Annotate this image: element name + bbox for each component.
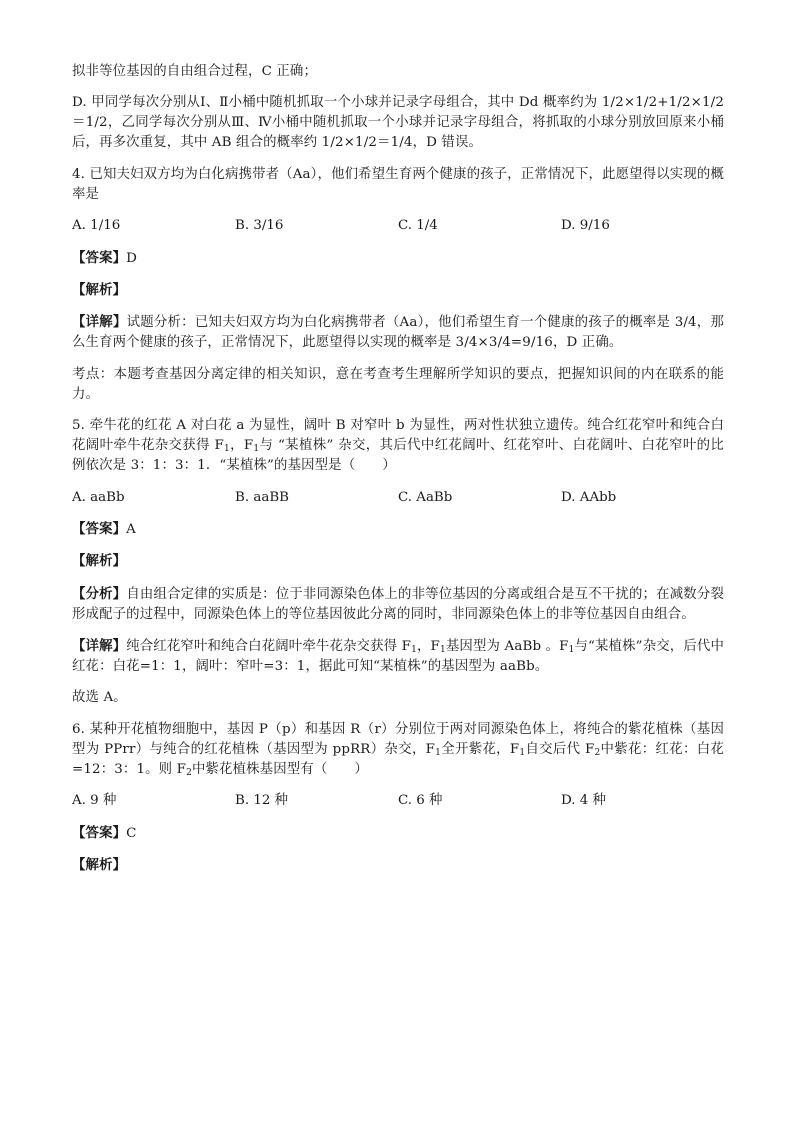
labeled-line bbox=[72, 855, 724, 876]
paragraph: 5. 牵牛花的红花 A 对白花 a 为显性，阔叶 B 对窄叶 b 为显性，两对性状独立遗传。纯合红花窄叶和纯合白花阔叶牵牛花杂交获得 $F_1$，$F_1$与 “某植株” 杂交，其后代中红花阔叶、红花窄叶、白花阔叶、白花窄叶的比例依次是 3：1：3：1．“某植株”的基因型是（ ） bbox=[72, 418, 724, 474]
answer-option: B. 12 种 bbox=[235, 793, 289, 809]
answer-option: B. 3/16 bbox=[235, 218, 284, 234]
answer-options bbox=[72, 488, 724, 508]
paragraph: D. 甲同学每次分别从Ⅰ、Ⅱ小桶中随机抓取一个小球并记录字母组合，其中 Dd 概率约为 1/2×1/2+1/2×1/2＝1/2，乙同学每次分别从Ⅲ、Ⅳ小桶中随机抓取一个小球并记录字母组合，将抓取的小球分别放回原来小桶后，再多次重复，其中 AB 组合的概率约 1/2×1/2＝1/4，D 错误。 bbox=[72, 95, 724, 151]
document-page bbox=[72, 62, 724, 887]
answer-option: A. aaBb bbox=[72, 489, 125, 505]
section-tag: 【详解】 bbox=[72, 638, 127, 655]
answer-option: A. 9 种 bbox=[72, 793, 117, 809]
labeled-line bbox=[72, 584, 724, 625]
labeled-line bbox=[72, 823, 724, 844]
labeled-line bbox=[72, 248, 724, 269]
section-tag: 【答案】 bbox=[72, 824, 127, 841]
line-text: A bbox=[126, 521, 136, 537]
line-text: 自由组合定律的实质是：位于非同源染色体上的非等位基因的分离或组合是互不干扰的；在减数分裂形成配子的过程中，同源染色体上的等位基因彼此分离的同时，非同源染色体上的非等位基因自由组合。 bbox=[72, 586, 724, 622]
answer-option: D. 4 种 bbox=[561, 793, 606, 809]
section-tag: 【解析】 bbox=[72, 281, 127, 298]
line-text: D bbox=[126, 250, 138, 266]
labeled-line bbox=[72, 280, 724, 301]
line-text: C bbox=[126, 825, 137, 841]
section-tag: 【分析】 bbox=[72, 585, 127, 602]
answer-option: D. AAbb bbox=[561, 489, 617, 505]
paragraph: 4. 已知夫妇双方均为白化病携带者（Aa），他们希望生育两个健康的孩子，正常情况下，此愿望得以实现的概率是 bbox=[72, 166, 724, 202]
answer-option: C. AaBb bbox=[398, 489, 453, 505]
answer-options bbox=[72, 791, 724, 811]
paragraph: 拟非等位基因的自由组合过程，C 正确； bbox=[72, 64, 317, 79]
section-tag: 【答案】 bbox=[72, 520, 127, 537]
answer-option: C. 6 种 bbox=[398, 793, 443, 809]
labeled-line bbox=[72, 551, 724, 572]
answer-options bbox=[72, 216, 724, 236]
line-text: 试题分析：已知夫妇双方均为白化病携带者（Aa），他们希望生育一个健康的孩子的概率是 3/4，那么生育两个健康的孩子，正常情况下，此愿望得以实现的概率是 3/4×3/4=9/16，D 正确。 bbox=[72, 315, 724, 351]
section-tag: 【解析】 bbox=[72, 553, 127, 570]
answer-option: A. 1/16 bbox=[72, 218, 121, 234]
section-tag: 【解析】 bbox=[72, 857, 127, 874]
labeled-line bbox=[72, 519, 724, 540]
labeled-line bbox=[72, 312, 724, 353]
line-text: 纯合红花窄叶和纯合白花阔叶牵牛花杂交获得 $F_1$，$F_1$基因型为 AaBb 。$F_1$与“某植株”杂交，后代中红花：白花=1：1，阔叶：窄叶=3：1，据此可知“某植株”的基因型为 aaBb。 bbox=[72, 639, 724, 675]
section-tag: 【详解】 bbox=[72, 314, 127, 331]
answer-option: B. aaBB bbox=[235, 489, 290, 505]
paragraph: 6. 某种开花植物细胞中，基因 P（p）和基因 R（r）分别位于两对同源染色体上，将纯合的紫花植株（基因型为 PPrr）与纯合的红花植株（基因型为 ppRR）杂交，$F_1$全开紫花，$F_1$自交后代 $F_2$中紫花：红花：白花=12：3：1。则 $F_2$中紫花植株基因型有（ ） bbox=[72, 721, 724, 778]
section-tag: 【答案】 bbox=[72, 249, 127, 266]
answer-option: C. 1/4 bbox=[398, 218, 438, 234]
answer-option: D. 9/16 bbox=[561, 218, 610, 234]
paragraph: 故选 A。 bbox=[72, 690, 127, 706]
paragraph: 考点：本题考查基因分离定律的相关知识，意在考查考生理解所学知识的要点，把握知识间的内在联系的能力。 bbox=[72, 366, 724, 402]
labeled-line bbox=[72, 636, 724, 677]
